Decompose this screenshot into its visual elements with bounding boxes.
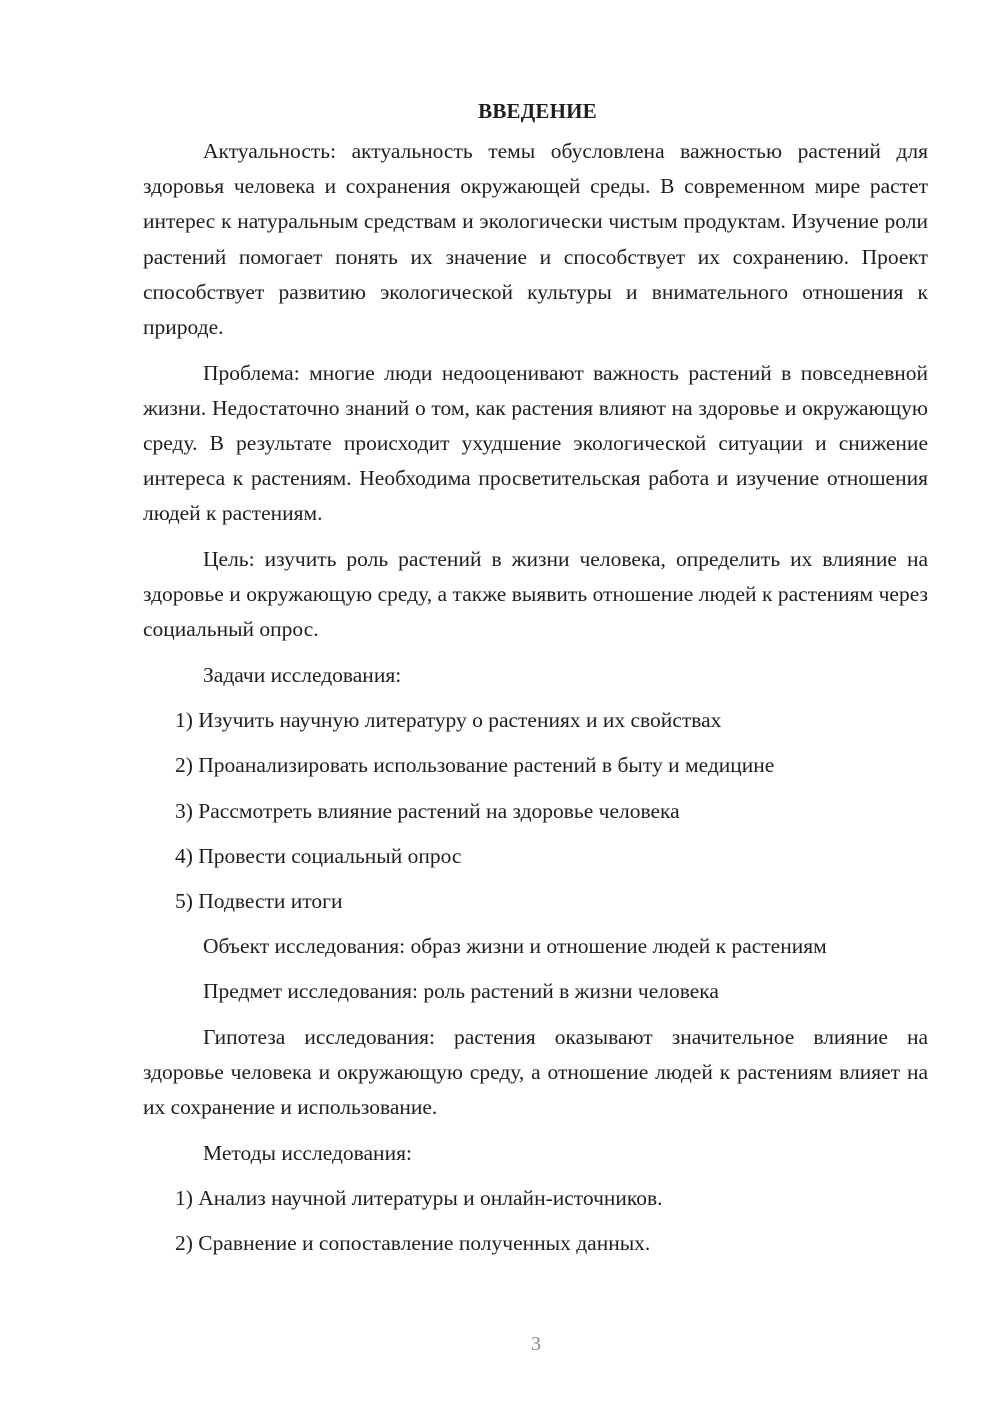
list-item: 1) Изучить научную литературу о растениях и их свойствах [175, 708, 722, 733]
list-item: 4) Провести социальный опрос [175, 843, 462, 868]
list-item: 3) Рассмотреть влияние растений на здоровье человека [175, 798, 680, 823]
list-item: 5) Подвести итоги [175, 889, 343, 914]
tasks-list [143, 703, 928, 919]
document-page [143, 96, 928, 1271]
methods-heading: Методы исследования: [203, 1140, 412, 1165]
list-item: 1) Анализ научной литературы и онлайн-источников. [175, 1185, 663, 1210]
object-line: Объект исследования: образ жизни и отношение людей к растениям [203, 934, 827, 959]
list-item: 2) Сравнение и сопоставление полученных данных. [175, 1231, 651, 1256]
relevance-paragraph: Актуальность: актуальность темы обусловлена важностью растений для здоровья человека и сохранения окружающей среды. В современном мире растет интерес к натуральным средствам и экологически чистым продуктам. Изучение роли растений помогает понять их значение и способствует их сохранению. Проект способствует развитию экологической культуры и внимательного отношения к природе. [143, 139, 928, 340]
hypothesis-paragraph: Гипотеза исследования: растения оказывают значительное влияние на здоровье человека и окружающую среду, а отношение людей к растениям влияет на их сохранение и использование. [143, 1024, 928, 1120]
section-title: ВВЕДЕНИЕ [478, 99, 597, 123]
tasks-heading: Задачи исследования: [203, 663, 402, 688]
list-item: 2) Проанализировать использование растений в быту и медицине [175, 753, 775, 778]
page-number: 3 [531, 1333, 541, 1355]
problem-paragraph: Проблема: многие люди недооценивают важность растений в повседневной жизни. Недостаточно знаний о том, как растения влияют на здоровье и окружающую среду. В результате происходит ухудшение экологической ситуации и снижение интереса к растениям. Необходима просветительская работа и изучение отношения людей к растениям. [143, 360, 928, 526]
methods-list [143, 1181, 928, 1261]
subject-line: Предмет исследования: роль растений в жизни человека [203, 979, 719, 1004]
goal-paragraph: Цель: изучить роль растений в жизни человека, определить их влияние на здоровье и окружающую среду, а также выявить отношение людей к растениям через социальный опрос. [143, 547, 928, 642]
